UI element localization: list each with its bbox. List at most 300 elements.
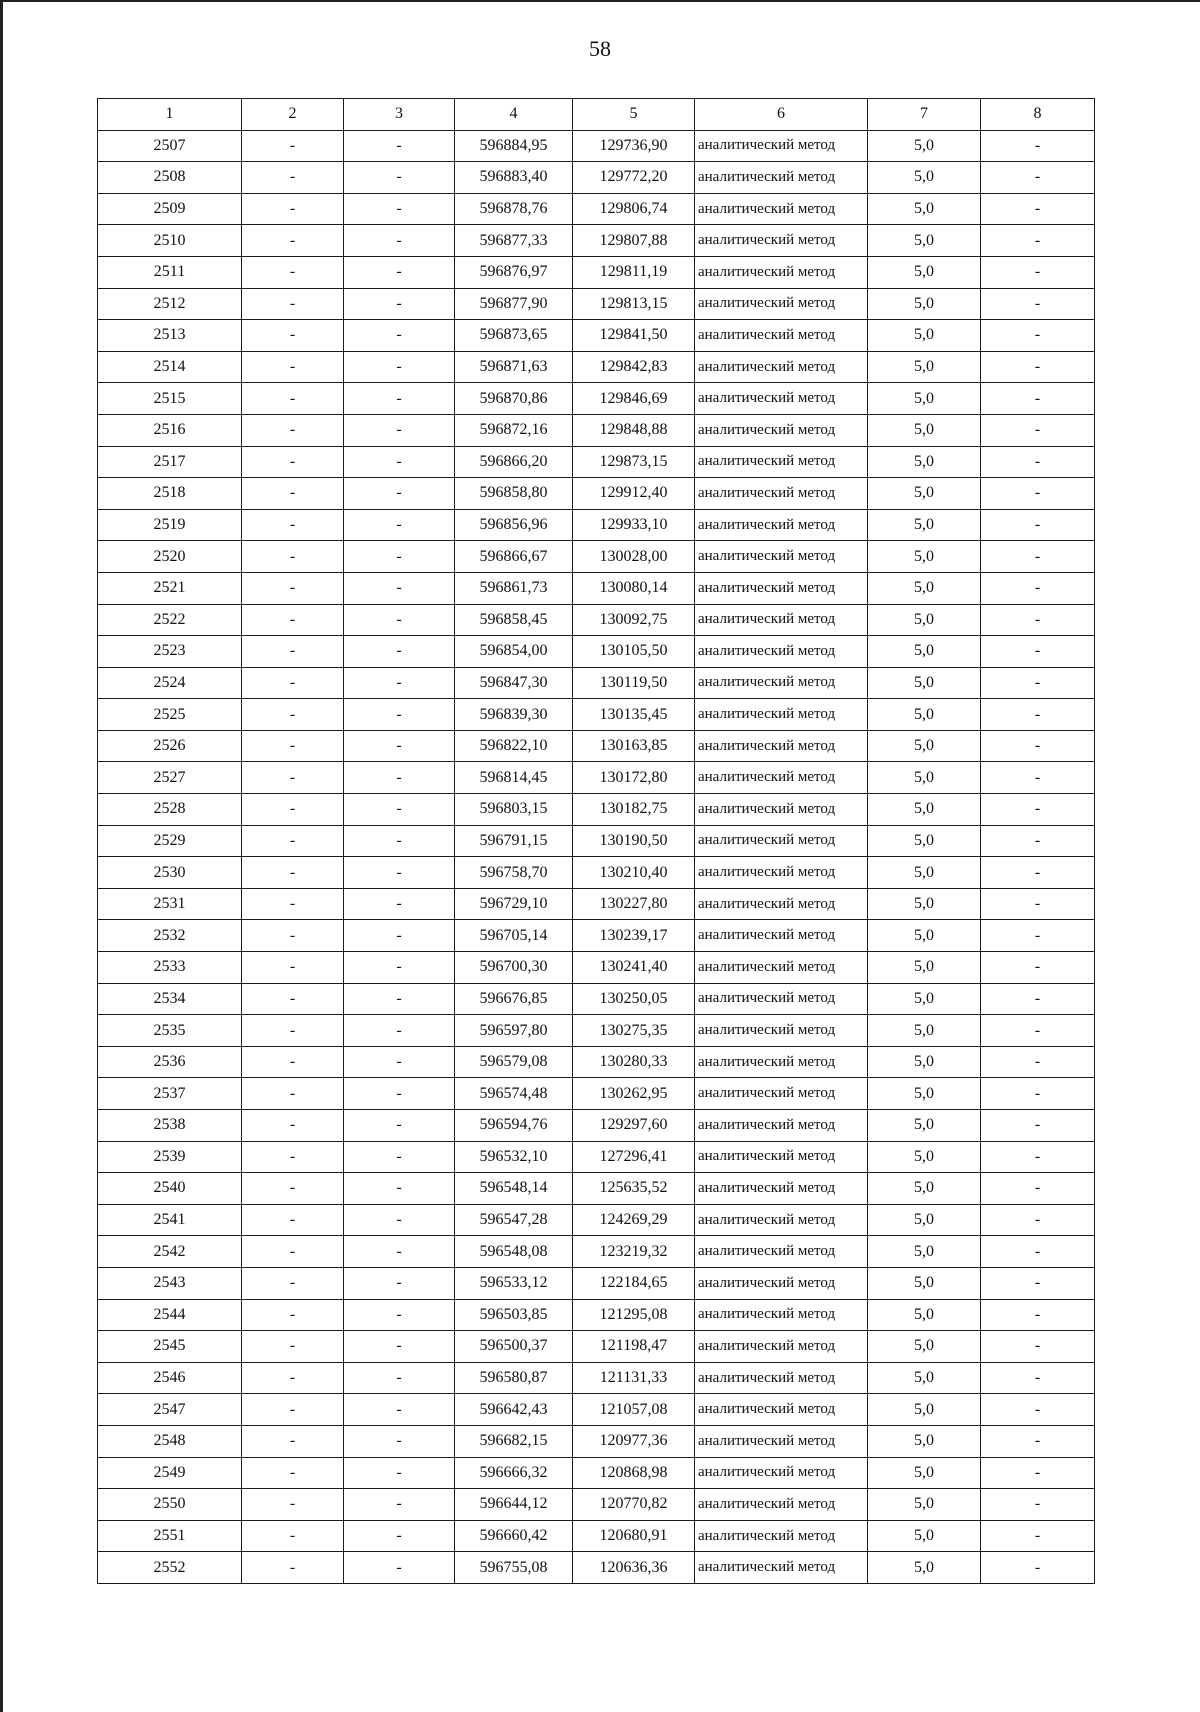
x-coordinate-cell: 596858,80 [455,478,573,510]
col3-cell: - [344,1457,455,1489]
table-row [98,1520,1095,1552]
table-row [98,193,1095,225]
accuracy-cell: 5,0 [868,1046,981,1078]
col3-cell: - [344,288,455,320]
table-header [98,99,1095,131]
accuracy-cell: 5,0 [868,351,981,383]
y-coordinate-cell: 130239,17 [573,920,695,952]
x-coordinate-cell: 596877,33 [455,225,573,257]
col8-cell: - [981,1267,1095,1299]
point-number-cell: 2531 [98,888,242,920]
col8-cell: - [981,1520,1095,1552]
table-row [98,888,1095,920]
point-number-cell: 2550 [98,1489,242,1521]
x-coordinate-cell: 596532,10 [455,1141,573,1173]
header-cell-1: 1 [98,99,242,131]
col2-cell: - [242,478,344,510]
y-coordinate-cell: 129933,10 [573,509,695,541]
method-cell: аналитический метод [695,762,868,794]
col8-cell: - [981,130,1095,162]
header-cell-5: 5 [573,99,695,131]
point-number-cell: 2524 [98,667,242,699]
table-row [98,572,1095,604]
y-coordinate-cell: 122184,65 [573,1267,695,1299]
point-number-cell: 2549 [98,1457,242,1489]
accuracy-cell: 5,0 [868,920,981,952]
y-coordinate-cell: 129813,15 [573,288,695,320]
point-number-cell: 2530 [98,857,242,889]
x-coordinate-cell: 596866,20 [455,446,573,478]
col3-cell: - [344,509,455,541]
accuracy-cell: 5,0 [868,541,981,573]
accuracy-cell: 5,0 [868,1457,981,1489]
col2-cell: - [242,1236,344,1268]
x-coordinate-cell: 596839,30 [455,699,573,731]
col8-cell: - [981,857,1095,889]
col3-cell: - [344,794,455,826]
table-row [98,1236,1095,1268]
col3-cell: - [344,446,455,478]
col3-cell: - [344,825,455,857]
accuracy-cell: 5,0 [868,857,981,889]
table-row [98,446,1095,478]
point-number-cell: 2545 [98,1331,242,1363]
col8-cell: - [981,1110,1095,1142]
method-cell: аналитический метод [695,130,868,162]
accuracy-cell: 5,0 [868,825,981,857]
col3-cell: - [344,351,455,383]
method-cell: аналитический метод [695,1046,868,1078]
y-coordinate-cell: 129912,40 [573,478,695,510]
table-row [98,699,1095,731]
y-coordinate-cell: 129736,90 [573,130,695,162]
col3-cell: - [344,130,455,162]
point-number-cell: 2525 [98,699,242,731]
col2-cell: - [242,446,344,478]
method-cell: аналитический метод [695,1267,868,1299]
table-body [98,130,1095,1583]
point-number-cell: 2513 [98,320,242,352]
method-cell: аналитический метод [695,1110,868,1142]
accuracy-cell: 5,0 [868,636,981,668]
x-coordinate-cell: 596594,76 [455,1110,573,1142]
x-coordinate-cell: 596791,15 [455,825,573,857]
col3-cell: - [344,604,455,636]
accuracy-cell: 5,0 [868,162,981,194]
col2-cell: - [242,193,344,225]
x-coordinate-cell: 596814,45 [455,762,573,794]
table-row [98,1457,1095,1489]
y-coordinate-cell: 120770,82 [573,1489,695,1521]
method-cell: аналитический метод [695,225,868,257]
method-cell: аналитический метод [695,952,868,984]
accuracy-cell: 5,0 [868,509,981,541]
x-coordinate-cell: 596755,08 [455,1552,573,1584]
col2-cell: - [242,1173,344,1205]
accuracy-cell: 5,0 [868,1331,981,1363]
col2-cell: - [242,1425,344,1457]
y-coordinate-cell: 130080,14 [573,572,695,604]
col2-cell: - [242,1015,344,1047]
method-cell: аналитический метод [695,1457,868,1489]
point-number-cell: 2538 [98,1110,242,1142]
accuracy-cell: 5,0 [868,288,981,320]
point-number-cell: 2526 [98,730,242,762]
x-coordinate-cell: 596854,00 [455,636,573,668]
point-number-cell: 2519 [98,509,242,541]
point-number-cell: 2547 [98,1394,242,1426]
col3-cell: - [344,1489,455,1521]
table-row [98,1204,1095,1236]
y-coordinate-cell: 130241,40 [573,952,695,984]
col8-cell: - [981,1457,1095,1489]
col2-cell: - [242,225,344,257]
col8-cell: - [981,225,1095,257]
col2-cell: - [242,699,344,731]
method-cell: аналитический метод [695,351,868,383]
point-number-cell: 2510 [98,225,242,257]
table-row [98,1299,1095,1331]
col8-cell: - [981,794,1095,826]
col8-cell: - [981,699,1095,731]
y-coordinate-cell: 130119,50 [573,667,695,699]
col8-cell: - [981,509,1095,541]
x-coordinate-cell: 596729,10 [455,888,573,920]
col3-cell: - [344,478,455,510]
accuracy-cell: 5,0 [868,1173,981,1205]
point-number-cell: 2521 [98,572,242,604]
col2-cell: - [242,983,344,1015]
point-number-cell: 2544 [98,1299,242,1331]
col8-cell: - [981,1394,1095,1426]
y-coordinate-cell: 127296,41 [573,1141,695,1173]
table-row [98,1015,1095,1047]
y-coordinate-cell: 130190,50 [573,825,695,857]
table-row [98,920,1095,952]
header-cell-7: 7 [868,99,981,131]
y-coordinate-cell: 130163,85 [573,730,695,762]
table-row [98,730,1095,762]
col2-cell: - [242,130,344,162]
x-coordinate-cell: 596676,85 [455,983,573,1015]
accuracy-cell: 5,0 [868,1394,981,1426]
method-cell: аналитический метод [695,1015,868,1047]
col8-cell: - [981,414,1095,446]
col3-cell: - [344,1331,455,1363]
method-cell: аналитический метод [695,383,868,415]
x-coordinate-cell: 596858,45 [455,604,573,636]
x-coordinate-cell: 596883,40 [455,162,573,194]
x-coordinate-cell: 596876,97 [455,256,573,288]
col2-cell: - [242,383,344,415]
y-coordinate-cell: 120977,36 [573,1425,695,1457]
method-cell: аналитический метод [695,256,868,288]
col8-cell: - [981,383,1095,415]
col2-cell: - [242,288,344,320]
accuracy-cell: 5,0 [868,478,981,510]
x-coordinate-cell: 596877,90 [455,288,573,320]
table-row [98,667,1095,699]
accuracy-cell: 5,0 [868,1552,981,1584]
col3-cell: - [344,1173,455,1205]
y-coordinate-cell: 121295,08 [573,1299,695,1331]
method-cell: аналитический метод [695,825,868,857]
method-cell: аналитический метод [695,1489,868,1521]
method-cell: аналитический метод [695,1078,868,1110]
col2-cell: - [242,1520,344,1552]
accuracy-cell: 5,0 [868,383,981,415]
col3-cell: - [344,383,455,415]
accuracy-cell: 5,0 [868,667,981,699]
header-cell-3: 3 [344,99,455,131]
col8-cell: - [981,446,1095,478]
col2-cell: - [242,636,344,668]
x-coordinate-cell: 596644,12 [455,1489,573,1521]
col2-cell: - [242,762,344,794]
col8-cell: - [981,1425,1095,1457]
x-coordinate-cell: 596597,80 [455,1015,573,1047]
point-number-cell: 2527 [98,762,242,794]
x-coordinate-cell: 596705,14 [455,920,573,952]
x-coordinate-cell: 596872,16 [455,414,573,446]
method-cell: аналитический метод [695,794,868,826]
col3-cell: - [344,1204,455,1236]
y-coordinate-cell: 129807,88 [573,225,695,257]
y-coordinate-cell: 129297,60 [573,1110,695,1142]
col2-cell: - [242,730,344,762]
x-coordinate-cell: 596878,76 [455,193,573,225]
y-coordinate-cell: 130028,00 [573,541,695,573]
table-row [98,952,1095,984]
col3-cell: - [344,225,455,257]
col3-cell: - [344,162,455,194]
col8-cell: - [981,1173,1095,1205]
point-number-cell: 2539 [98,1141,242,1173]
table-row [98,509,1095,541]
method-cell: аналитический метод [695,983,868,1015]
col3-cell: - [344,256,455,288]
col3-cell: - [344,1141,455,1173]
table-row [98,1141,1095,1173]
accuracy-cell: 5,0 [868,256,981,288]
method-cell: аналитический метод [695,1299,868,1331]
point-number-cell: 2517 [98,446,242,478]
col2-cell: - [242,351,344,383]
table-row [98,1046,1095,1078]
point-number-cell: 2536 [98,1046,242,1078]
y-coordinate-cell: 130135,45 [573,699,695,731]
col3-cell: - [344,414,455,446]
col8-cell: - [981,667,1095,699]
y-coordinate-cell: 120868,98 [573,1457,695,1489]
col8-cell: - [981,1236,1095,1268]
point-number-cell: 2529 [98,825,242,857]
table-row [98,794,1095,826]
col8-cell: - [981,983,1095,1015]
col8-cell: - [981,825,1095,857]
col2-cell: - [242,1362,344,1394]
y-coordinate-cell: 130262,95 [573,1078,695,1110]
col2-cell: - [242,414,344,446]
method-cell: аналитический метод [695,288,868,320]
method-cell: аналитический метод [695,1552,868,1584]
table-row [98,162,1095,194]
method-cell: аналитический метод [695,1331,868,1363]
point-number-cell: 2546 [98,1362,242,1394]
table-row [98,636,1095,668]
y-coordinate-cell: 130172,80 [573,762,695,794]
header-row [98,99,1095,131]
y-coordinate-cell: 130280,33 [573,1046,695,1078]
method-cell: аналитический метод [695,1394,868,1426]
point-number-cell: 2520 [98,541,242,573]
x-coordinate-cell: 596548,08 [455,1236,573,1268]
col2-cell: - [242,825,344,857]
col8-cell: - [981,1299,1095,1331]
point-number-cell: 2514 [98,351,242,383]
accuracy-cell: 5,0 [868,1204,981,1236]
point-number-cell: 2507 [98,130,242,162]
col8-cell: - [981,1015,1095,1047]
point-number-cell: 2532 [98,920,242,952]
method-cell: аналитический метод [695,667,868,699]
y-coordinate-cell: 120636,36 [573,1552,695,1584]
accuracy-cell: 5,0 [868,446,981,478]
x-coordinate-cell: 596758,70 [455,857,573,889]
col2-cell: - [242,1204,344,1236]
accuracy-cell: 5,0 [868,414,981,446]
x-coordinate-cell: 596861,73 [455,572,573,604]
method-cell: аналитический метод [695,604,868,636]
accuracy-cell: 5,0 [868,320,981,352]
table-row [98,1425,1095,1457]
accuracy-cell: 5,0 [868,762,981,794]
col8-cell: - [981,256,1095,288]
col3-cell: - [344,952,455,984]
method-cell: аналитический метод [695,1204,868,1236]
col2-cell: - [242,794,344,826]
col8-cell: - [981,288,1095,320]
y-coordinate-cell: 129842,83 [573,351,695,383]
col2-cell: - [242,920,344,952]
point-number-cell: 2512 [98,288,242,320]
table-row [98,1078,1095,1110]
col2-cell: - [242,1078,344,1110]
point-number-cell: 2548 [98,1425,242,1457]
col2-cell: - [242,572,344,604]
y-coordinate-cell: 130092,75 [573,604,695,636]
col3-cell: - [344,1078,455,1110]
y-coordinate-cell: 121131,33 [573,1362,695,1394]
method-cell: аналитический метод [695,1141,868,1173]
table-row [98,1267,1095,1299]
accuracy-cell: 5,0 [868,699,981,731]
col8-cell: - [981,888,1095,920]
col2-cell: - [242,1552,344,1584]
col3-cell: - [344,1425,455,1457]
y-coordinate-cell: 129873,15 [573,446,695,478]
accuracy-cell: 5,0 [868,888,981,920]
x-coordinate-cell: 596682,15 [455,1425,573,1457]
y-coordinate-cell: 130210,40 [573,857,695,889]
y-coordinate-cell: 120680,91 [573,1520,695,1552]
header-cell-8: 8 [981,99,1095,131]
method-cell: аналитический метод [695,193,868,225]
col8-cell: - [981,1141,1095,1173]
table-row [98,383,1095,415]
method-cell: аналитический метод [695,162,868,194]
x-coordinate-cell: 596579,08 [455,1046,573,1078]
point-number-cell: 2511 [98,256,242,288]
y-coordinate-cell: 129846,69 [573,383,695,415]
col3-cell: - [344,857,455,889]
col2-cell: - [242,541,344,573]
col3-cell: - [344,1394,455,1426]
col8-cell: - [981,320,1095,352]
col2-cell: - [242,1046,344,1078]
accuracy-cell: 5,0 [868,1489,981,1521]
col8-cell: - [981,572,1095,604]
x-coordinate-cell: 596873,65 [455,320,573,352]
accuracy-cell: 5,0 [868,1425,981,1457]
col2-cell: - [242,509,344,541]
accuracy-cell: 5,0 [868,130,981,162]
method-cell: аналитический метод [695,699,868,731]
method-cell: аналитический метод [695,446,868,478]
col3-cell: - [344,920,455,952]
col8-cell: - [981,351,1095,383]
col3-cell: - [344,636,455,668]
accuracy-cell: 5,0 [868,1236,981,1268]
x-coordinate-cell: 596660,42 [455,1520,573,1552]
col8-cell: - [981,1552,1095,1584]
point-number-cell: 2534 [98,983,242,1015]
method-cell: аналитический метод [695,320,868,352]
col8-cell: - [981,604,1095,636]
col3-cell: - [344,1236,455,1268]
col8-cell: - [981,1046,1095,1078]
point-number-cell: 2508 [98,162,242,194]
method-cell: аналитический метод [695,1520,868,1552]
point-number-cell: 2518 [98,478,242,510]
col2-cell: - [242,888,344,920]
x-coordinate-cell: 596871,63 [455,351,573,383]
col2-cell: - [242,857,344,889]
table-row [98,1331,1095,1363]
col8-cell: - [981,1362,1095,1394]
point-number-cell: 2528 [98,794,242,826]
x-coordinate-cell: 596503,85 [455,1299,573,1331]
method-cell: аналитический метод [695,857,868,889]
x-coordinate-cell: 596500,37 [455,1331,573,1363]
col3-cell: - [344,699,455,731]
accuracy-cell: 5,0 [868,1110,981,1142]
method-cell: аналитический метод [695,1236,868,1268]
x-coordinate-cell: 596580,87 [455,1362,573,1394]
col3-cell: - [344,762,455,794]
col8-cell: - [981,193,1095,225]
point-number-cell: 2516 [98,414,242,446]
y-coordinate-cell: 130250,05 [573,983,695,1015]
y-coordinate-cell: 130275,35 [573,1015,695,1047]
col3-cell: - [344,1520,455,1552]
table-row [98,762,1095,794]
col3-cell: - [344,572,455,604]
col8-cell: - [981,952,1095,984]
y-coordinate-cell: 129772,20 [573,162,695,194]
col8-cell: - [981,636,1095,668]
accuracy-cell: 5,0 [868,1520,981,1552]
